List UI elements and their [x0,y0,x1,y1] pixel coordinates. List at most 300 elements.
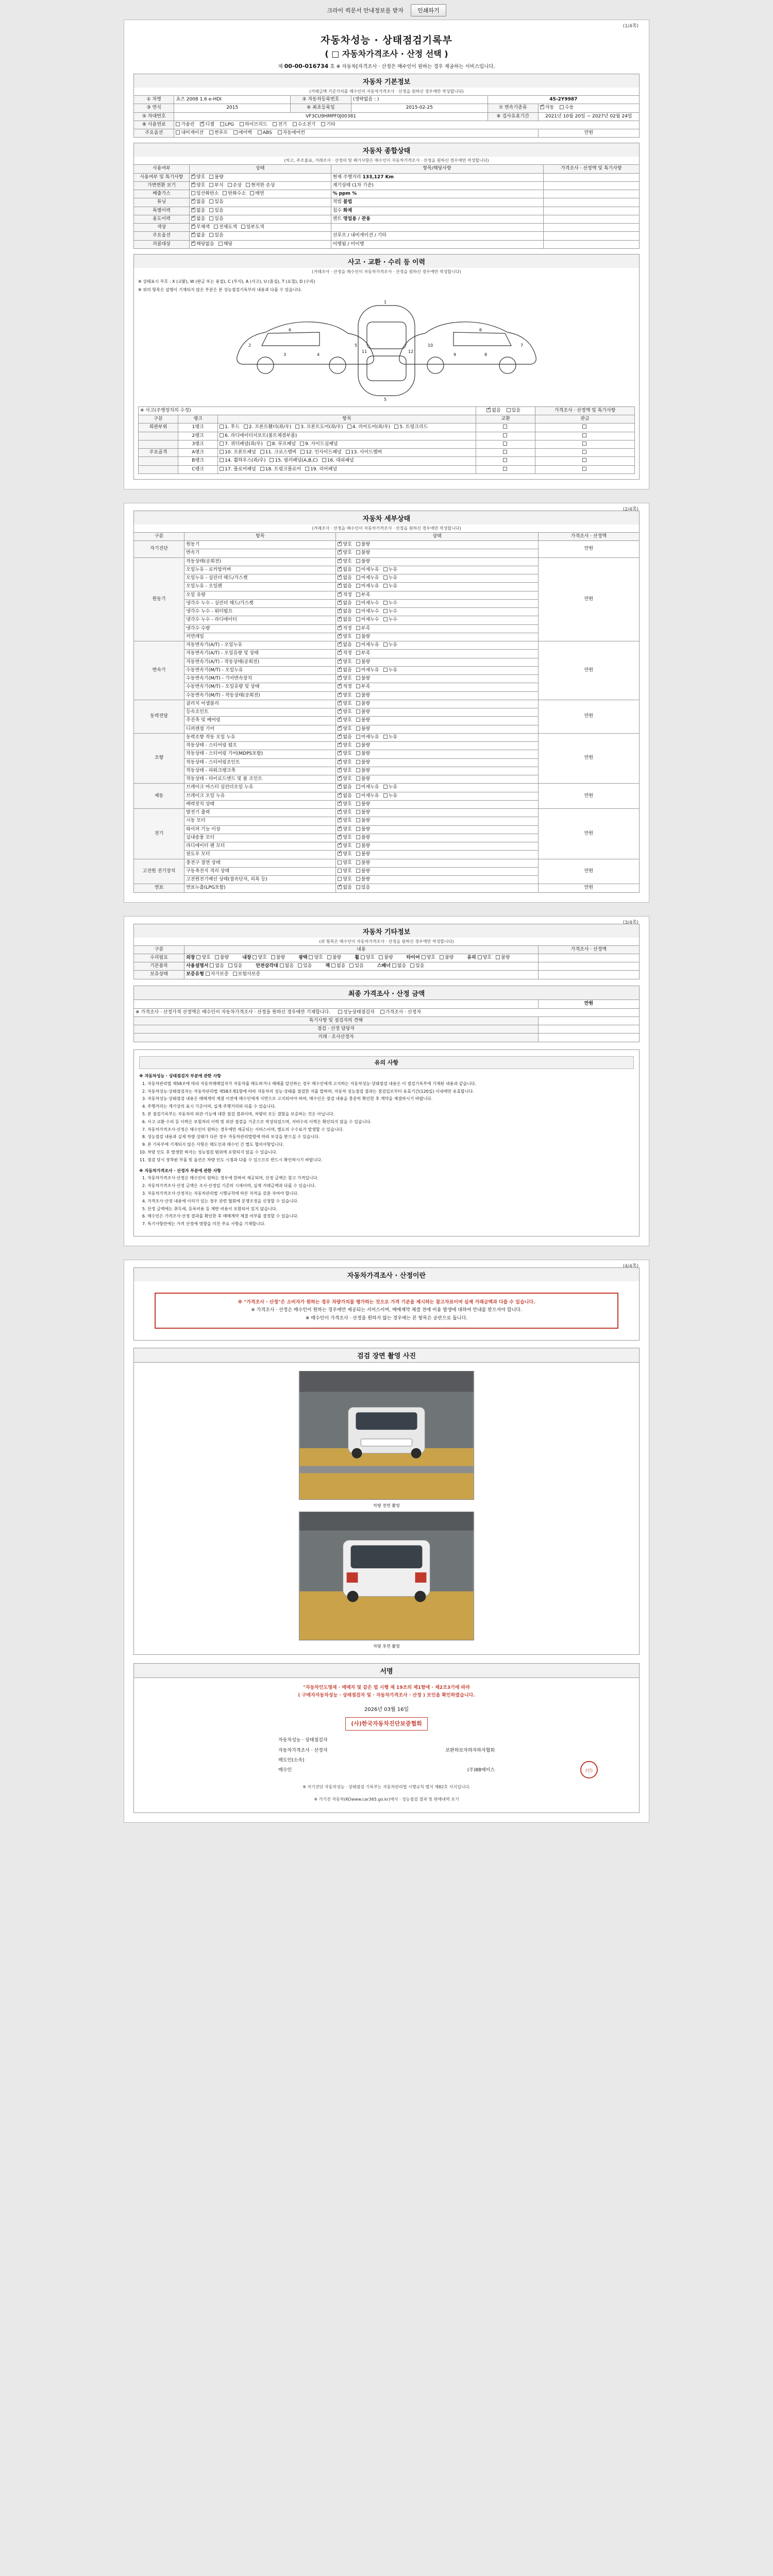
option-0[interactable] [338,785,351,790]
checkbox[interactable] [582,450,586,454]
option-0[interactable] [191,191,219,197]
checkbox[interactable] [356,642,360,647]
checkbox[interactable] [356,542,360,546]
checkbox[interactable] [338,559,342,563]
option-1[interactable] [356,835,370,841]
option-1[interactable] [356,743,370,749]
part-item-0[interactable]: 10. 프론트패널 [220,450,256,455]
option-1[interactable] [356,668,379,673]
checkbox[interactable] [356,776,360,781]
checkbox[interactable] [209,208,213,212]
checkbox[interactable] [338,617,342,621]
option-1[interactable] [214,225,237,230]
checkbox[interactable] [356,659,360,664]
checkbox[interactable] [440,955,444,959]
checkbox[interactable] [356,802,360,806]
checkbox[interactable] [582,458,586,462]
option-1[interactable] [356,575,379,581]
checkbox[interactable] [228,963,232,968]
checkbox[interactable] [338,735,342,739]
option-1[interactable] [356,869,370,874]
checkbox[interactable] [338,810,342,814]
option-1[interactable] [356,785,379,790]
checkbox[interactable] [338,743,342,747]
checkbox[interactable] [356,785,360,789]
checkbox[interactable] [356,827,360,831]
checkbox[interactable] [356,718,360,722]
checkbox[interactable] [191,208,195,212]
checkbox[interactable] [209,183,213,187]
checkbox[interactable] [338,852,342,856]
option-0[interactable] [422,955,435,961]
checkbox[interactable] [356,550,360,554]
checkbox[interactable] [191,199,195,204]
checkbox[interactable] [582,467,586,471]
checkbox[interactable] [392,963,396,968]
print-button[interactable]: 인쇄하기 [411,4,446,16]
checkbox[interactable] [338,885,342,889]
option-1[interactable] [209,199,223,205]
checkbox[interactable] [338,693,342,697]
option-0[interactable] [338,726,351,732]
option-0[interactable] [338,651,351,656]
option-2[interactable] [383,601,397,606]
checkbox[interactable] [582,433,586,437]
option-0[interactable] [338,718,351,723]
part-exchange[interactable] [476,457,535,465]
checkbox[interactable] [219,242,223,246]
checkbox[interactable] [295,425,299,429]
option-0[interactable] [338,642,351,648]
option-0[interactable] [338,609,351,615]
option-1[interactable] [356,793,379,799]
part-exchange[interactable] [476,440,535,448]
checkbox[interactable] [338,609,342,613]
option-0[interactable] [338,810,351,816]
checkbox[interactable] [209,199,213,204]
option-1[interactable] [356,542,370,548]
option-1[interactable] [327,955,341,961]
option-0[interactable] [338,550,351,556]
option-1[interactable] [356,701,370,707]
option-2[interactable] [383,642,397,648]
part-item-2[interactable]: 12. 인사이드패널 [300,450,341,455]
checkbox[interactable] [356,726,360,731]
checkbox[interactable] [383,735,388,739]
checkbox[interactable] [356,885,360,889]
part-weld[interactable] [535,423,635,432]
option-1[interactable] [356,852,370,857]
checkbox[interactable] [356,684,360,688]
checkbox[interactable] [338,718,342,722]
checkbox[interactable] [356,609,360,613]
checkbox[interactable] [220,425,224,429]
option-opt-1[interactable]: 썬루프 [209,130,228,136]
checkbox[interactable] [356,617,360,621]
checkbox[interactable] [410,963,414,968]
option-0[interactable] [338,793,351,799]
option-0[interactable] [361,955,375,961]
option-1[interactable] [209,216,223,222]
checkbox[interactable] [478,955,482,959]
checkbox[interactable] [361,955,365,959]
option-1[interactable] [356,626,370,632]
checkbox[interactable] [191,242,195,246]
checkbox[interactable] [383,575,388,580]
checkbox[interactable] [356,592,360,597]
option-0[interactable] [338,584,351,589]
checkbox[interactable] [356,843,360,848]
checkbox[interactable] [338,860,342,865]
option-2[interactable] [383,735,397,740]
option-1[interactable] [356,810,370,816]
option-0[interactable] [338,768,351,774]
checkbox[interactable] [356,651,360,655]
option-1[interactable] [356,609,379,615]
option-0[interactable] [338,776,351,782]
part-exchange[interactable] [476,432,535,440]
checkbox[interactable] [338,542,342,546]
checkbox[interactable] [338,676,342,680]
checkbox[interactable] [349,963,354,968]
checkbox[interactable] [206,972,210,976]
checkbox[interactable] [270,458,274,462]
checkbox[interactable] [223,191,227,195]
option-0[interactable] [338,760,351,766]
option-2[interactable] [383,609,397,615]
option-0[interactable] [338,693,351,699]
option-0[interactable] [331,963,345,969]
checkbox[interactable] [338,584,342,588]
option-0[interactable] [338,709,351,715]
checkbox[interactable] [338,575,342,580]
option-opt-0[interactable]: 내비게이션 [176,130,203,136]
option-1[interactable] [356,592,370,598]
fuel-opt-1[interactable]: ✓ 디젤 [200,122,214,128]
option-0[interactable] [191,208,205,214]
option-0[interactable] [338,592,351,598]
checkbox[interactable] [338,709,342,714]
option-1[interactable] [209,175,223,180]
part-item-2[interactable]: 19. 리어패널 [305,467,337,472]
option-1[interactable] [356,659,370,665]
checkbox[interactable] [209,216,213,221]
option-0[interactable] [338,575,351,581]
checkbox[interactable] [338,818,342,822]
option-0[interactable] [210,963,224,969]
part-item-1[interactable]: 2. 프론트휀더(좌/우) [244,425,291,430]
checkbox[interactable] [305,467,309,471]
checkbox[interactable] [356,668,360,672]
checkbox[interactable] [503,467,507,471]
checkbox[interactable] [338,626,342,630]
checkbox[interactable] [338,684,342,688]
part-weld[interactable] [535,457,635,465]
part-weld[interactable] [535,449,635,457]
checkbox[interactable] [338,592,342,597]
option-0[interactable] [191,183,205,189]
checkbox[interactable] [503,433,507,437]
option-1[interactable] [223,191,246,197]
checkbox[interactable] [191,191,195,195]
checkbox[interactable] [338,869,342,873]
option-1[interactable] [356,584,379,589]
option-2[interactable] [383,575,397,581]
option-1[interactable] [496,955,510,961]
checkbox[interactable] [356,793,360,798]
checkbox[interactable] [338,642,342,647]
checkbox[interactable] [260,467,264,471]
option-0[interactable] [338,676,351,682]
checkbox[interactable] [338,751,342,755]
checkbox[interactable] [241,225,245,229]
part-exchange[interactable] [476,423,535,432]
checkbox[interactable] [582,442,586,446]
option-1[interactable] [356,676,370,682]
part-item-0[interactable]: 7. 쿼터패널(좌/우) [220,442,263,447]
option-0[interactable] [191,242,214,247]
checkbox[interactable] [422,955,426,959]
checkbox[interactable] [338,550,342,554]
opt-manual[interactable]: 수동 [560,105,574,111]
checkbox[interactable] [220,450,224,454]
checkbox[interactable] [356,751,360,755]
checkbox[interactable] [233,972,237,976]
checkbox[interactable] [338,760,342,764]
option-0[interactable] [338,751,351,757]
option-1[interactable] [356,559,370,565]
part-item-2[interactable]: 9. 사이드실패널 [300,442,338,447]
option-1[interactable] [356,877,370,883]
checkbox[interactable] [383,793,388,798]
checkbox[interactable] [356,835,360,839]
option-1[interactable] [356,642,379,648]
part-item-0[interactable]: 6. 라디에이터서포트(볼트체결부품) [220,433,297,439]
option-0[interactable] [338,735,351,740]
checkbox[interactable] [338,668,342,672]
checkbox[interactable] [191,216,195,221]
option-0[interactable] [253,955,266,961]
fuel-opt-6[interactable]: 기타 [321,122,335,128]
option-0[interactable] [338,567,351,573]
checkbox[interactable] [253,955,257,959]
option-0[interactable] [338,684,351,690]
checkbox[interactable] [228,183,232,187]
checkbox[interactable] [356,852,360,856]
option-0[interactable] [191,216,205,222]
checkbox[interactable] [383,609,388,613]
option-0[interactable] [338,877,351,883]
checkbox[interactable] [338,827,342,831]
checkbox[interactable] [356,818,360,822]
option-1[interactable] [356,751,370,757]
option-1[interactable] [356,726,370,732]
frame-opt-none[interactable]: ✓ 없음 [486,408,500,414]
checkbox[interactable] [338,793,342,798]
option-1[interactable] [356,802,370,807]
option-2[interactable] [228,183,242,189]
checkbox[interactable] [356,567,360,571]
opt-auto[interactable]: ✓ 자동 [540,105,554,111]
checkbox[interactable] [220,433,224,437]
checkbox[interactable] [260,450,264,454]
option-1[interactable] [356,634,370,640]
checkbox[interactable] [356,559,360,563]
part-item-0[interactable]: 14. 휠하우스(좌/우) [220,458,265,464]
part-weld[interactable] [535,465,635,473]
checkbox[interactable] [503,442,507,446]
checkbox[interactable] [338,768,342,772]
part-item-3[interactable]: 13. 사이드멤버 [346,450,382,455]
checkbox[interactable] [209,175,213,179]
checkbox[interactable] [356,701,360,705]
checkbox[interactable] [383,642,388,647]
checkbox[interactable] [331,963,335,968]
option-2[interactable] [383,567,397,573]
option-0[interactable] [392,963,406,969]
checkbox[interactable] [394,425,398,429]
checkbox[interactable] [338,835,342,839]
part-item-3[interactable]: 4. 리어도어(좌/우) [347,425,391,430]
option-1[interactable] [356,768,370,774]
part-weld[interactable] [535,432,635,440]
checkbox[interactable] [582,425,586,429]
checkbox[interactable] [356,634,360,638]
checkbox[interactable] [383,567,388,571]
option-1[interactable] [440,955,453,961]
option-1[interactable] [356,843,370,849]
option-0[interactable] [338,852,351,857]
checkbox[interactable] [356,768,360,772]
part-item-1[interactable]: 18. 트렁크플로어 [260,467,301,472]
checkbox[interactable] [298,963,302,968]
option-1[interactable] [349,963,363,969]
option-0[interactable] [309,955,323,961]
option-3[interactable] [246,183,275,189]
option-opt-2[interactable]: 에어백 [233,130,252,136]
option-0[interactable] [478,955,492,961]
option-0[interactable] [338,743,351,749]
checkbox[interactable] [338,651,342,655]
option-1[interactable] [215,955,229,961]
checkbox[interactable] [300,450,305,454]
option-0[interactable] [338,626,351,632]
option-1[interactable] [228,963,242,969]
option-0[interactable] [191,233,205,239]
checkbox[interactable] [214,225,218,229]
option-0[interactable] [191,175,205,180]
option-1[interactable] [271,955,285,961]
option-1[interactable] [209,183,223,189]
option-1[interactable] [356,760,370,766]
option-0[interactable] [338,559,351,565]
option-2[interactable] [250,191,264,197]
checkbox[interactable] [338,776,342,781]
option-1[interactable] [356,684,370,690]
checkbox[interactable] [383,785,388,789]
option-1[interactable] [356,885,370,891]
checkbox[interactable] [338,726,342,731]
checkbox[interactable] [356,860,360,865]
checkbox[interactable] [220,467,224,471]
option-1[interactable] [356,718,370,723]
checkbox[interactable] [338,634,342,638]
checkbox[interactable] [322,458,326,462]
checkbox[interactable] [280,963,284,968]
option-0[interactable] [338,701,351,707]
checkbox[interactable] [356,810,360,814]
part-exchange[interactable] [476,449,535,457]
option-0[interactable] [196,955,210,961]
checkbox[interactable] [356,601,360,605]
checkbox[interactable] [356,676,360,680]
checkbox[interactable] [220,458,224,462]
checkbox[interactable] [356,869,360,873]
checkbox[interactable] [356,760,360,764]
checkbox[interactable] [383,668,388,672]
option-1[interactable] [219,242,232,247]
option-0[interactable] [338,860,351,866]
option-1[interactable] [356,651,370,656]
option-1[interactable] [356,735,379,740]
checkbox[interactable] [338,877,342,881]
part-item-2[interactable]: 16. 대쉬패널 [322,458,354,464]
checkbox[interactable] [346,450,350,454]
part-item-0[interactable]: 17. 플로어패널 [220,467,256,472]
checkbox[interactable] [383,584,388,588]
fuel-opt-5[interactable]: 수소전기 [293,122,316,128]
checkbox[interactable] [338,785,342,789]
checkbox[interactable] [383,617,388,621]
checkbox[interactable] [191,183,195,187]
fuel-opt-4[interactable]: 전기 [273,122,287,128]
option-0[interactable] [280,963,294,969]
option-1[interactable] [233,972,260,977]
option-2[interactable] [241,225,264,230]
checkbox[interactable] [503,425,507,429]
option-0[interactable] [338,835,351,841]
option-0[interactable] [338,818,351,824]
checkbox[interactable] [271,955,275,959]
option-0[interactable] [338,885,351,891]
checkbox[interactable] [196,955,200,959]
checkbox[interactable] [347,425,351,429]
checkbox[interactable] [191,233,195,237]
checkbox[interactable] [338,601,342,605]
option-opt-3[interactable]: ABS [258,130,272,136]
option-1[interactable] [379,955,393,961]
option-1[interactable] [410,963,424,969]
checkbox[interactable] [327,955,331,959]
option-0[interactable] [338,542,351,548]
option-1[interactable] [356,827,370,833]
fuel-opt-2[interactable]: LPG [220,122,234,128]
part-item-1[interactable]: 8. 루프패널 [267,442,296,447]
checkbox[interactable] [250,191,254,195]
checkbox[interactable] [210,963,214,968]
option-1[interactable] [356,709,370,715]
option-2[interactable] [383,584,397,589]
checkbox[interactable] [220,442,224,446]
option-0[interactable] [191,199,205,205]
fuel-opt-0[interactable]: 가솔린 [176,122,194,128]
checkbox[interactable] [309,955,313,959]
checkbox[interactable] [383,601,388,605]
checkbox[interactable] [267,442,271,446]
option-0[interactable] [338,634,351,640]
option-2[interactable] [383,617,397,623]
checkbox[interactable] [246,183,250,187]
